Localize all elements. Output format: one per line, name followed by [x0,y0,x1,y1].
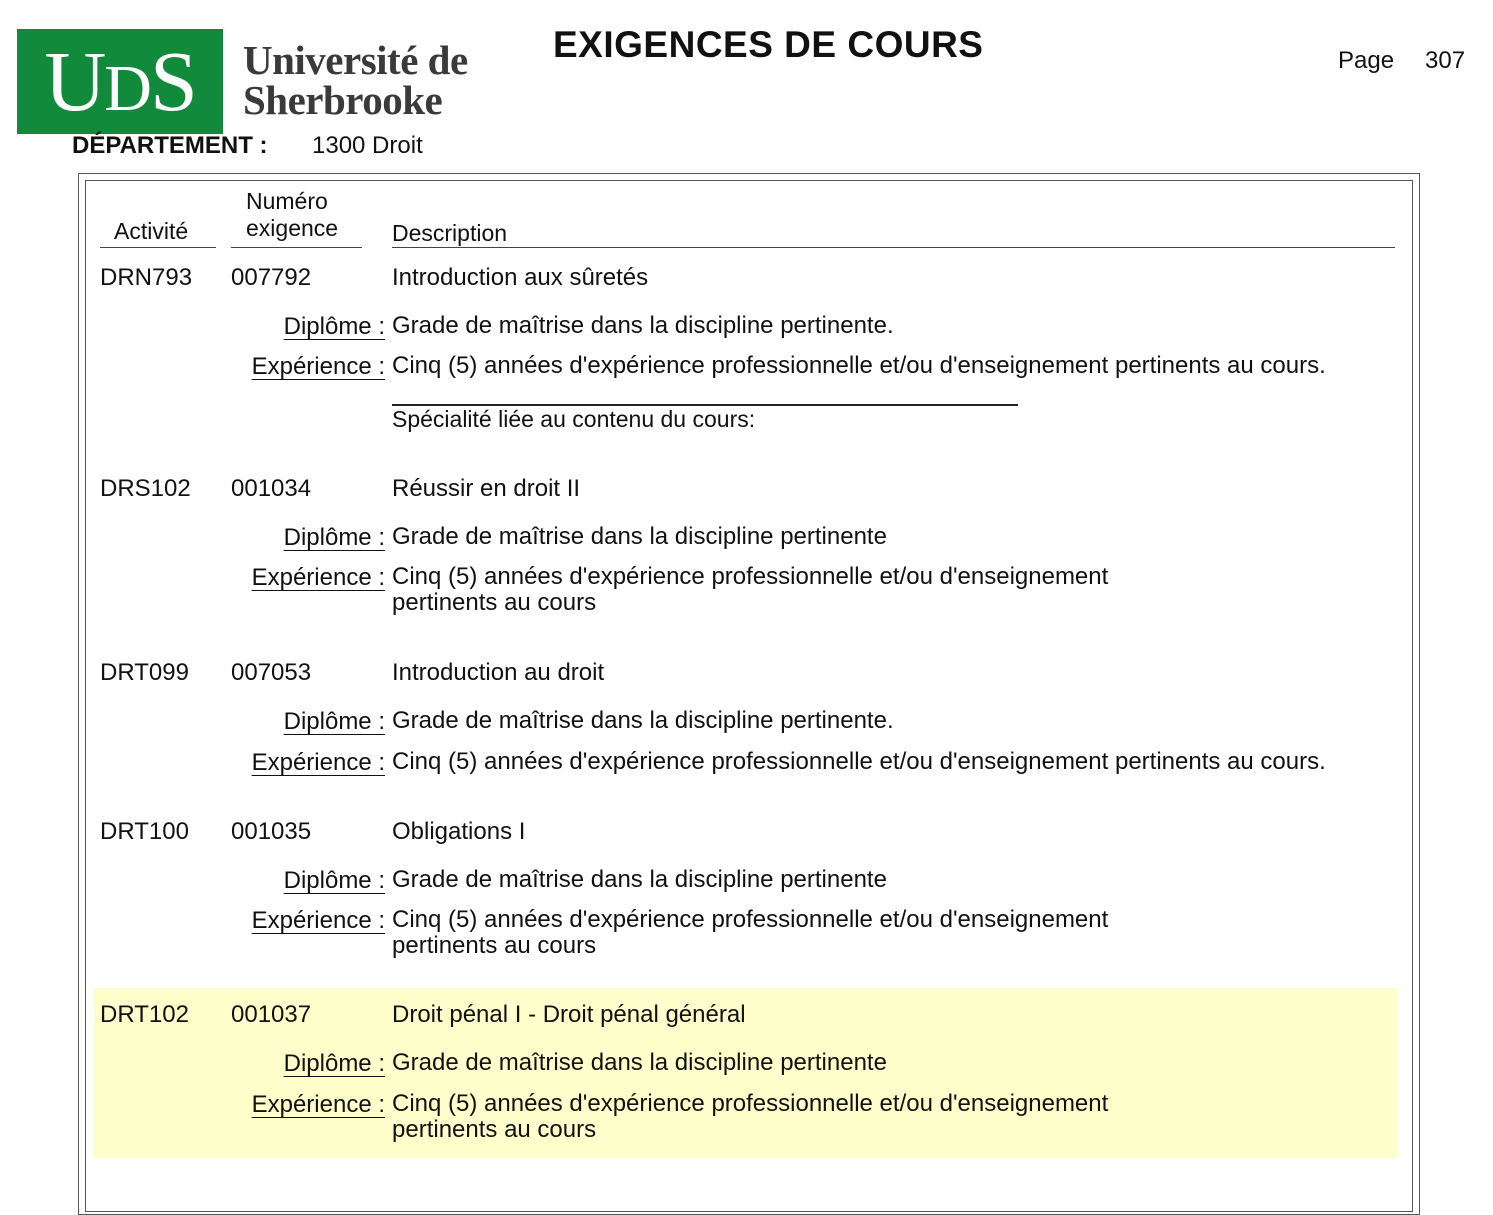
experience-text: Cinq (5) années d'expérience professionnelle et/ou d'enseignement pertinents au cours [392,1090,1109,1143]
diploma-text: Grade de maîtrise dans la discipline pertinente [392,523,887,550]
course-code: DRT099 [100,659,189,686]
course-title: Droit pénal I - Droit pénal général [392,1001,746,1028]
course-number: 001035 [231,818,312,845]
header-number-line1: Numéro [246,188,328,214]
header-activity: Activité [114,218,189,244]
course-code: DRT100 [100,818,189,845]
experience-text: Cinq (5) années d'expérience professionnelle et/ou d'enseignement pertinents au cours [392,563,1109,616]
course-entry-highlighted [94,988,1397,1158]
department-label: DÉPARTEMENT : [72,132,268,159]
diploma-label: Diplôme : [283,1050,385,1077]
course-number: 007053 [231,659,312,686]
header-description: Description [392,220,508,246]
diploma-label: Diplôme : [283,708,385,735]
logo-line-1: Université de [243,37,468,83]
diploma-label: Diplôme : [283,524,385,551]
experience-text: Cinq (5) années d'expérience professionnelle et/ou d'enseignement pertinents au cours [392,906,1109,959]
university-logo-mark: UDS [17,29,223,134]
header-activity-rule [100,247,216,248]
course-title: Introduction au droit [392,659,605,686]
course-entry [94,473,1397,633]
department-value: 1300 Droit [312,132,423,159]
course-entry [94,816,1397,976]
university-logo-text [243,37,468,123]
specialty-text: Spécialité liée au contenu du cours: [392,406,756,432]
course-title: Réussir en droit II [392,475,581,502]
logo-line-2: Sherbrooke [243,77,443,123]
course-entry [94,262,1397,447]
experience-label: Expérience : [251,907,385,934]
course-code: DRN793 [100,264,193,291]
course-entry [94,657,1397,792]
course-number: 007792 [231,264,312,291]
page-number: 307 [1425,47,1466,74]
course-title: Obligations I [392,818,526,845]
diploma-text: Grade de maîtrise dans la discipline pertinente [392,866,887,893]
course-number: 001037 [231,1001,312,1028]
experience-label: Expérience : [251,1091,385,1118]
experience-text: Cinq (5) années d'expérience professionnelle et/ou d'enseignement pertinents au cours. [392,352,1326,379]
course-number: 001034 [231,475,312,502]
header-number-rule [231,247,362,248]
diploma-text: Grade de maîtrise dans la discipline pertinente. [392,312,894,339]
course-code: DRT102 [100,1001,189,1028]
header-number-line2: exigence [246,215,339,241]
diploma-text: Grade de maîtrise dans la discipline pertinente. [392,707,894,734]
header-description-rule [392,247,1395,248]
experience-label: Expérience : [251,749,385,776]
page-title: EXIGENCES DE COURS [553,24,984,65]
diploma-label: Diplôme : [283,867,385,894]
diploma-label: Diplôme : [283,313,385,340]
experience-label: Expérience : [251,353,385,380]
course-code: DRS102 [100,475,191,502]
experience-label: Expérience : [251,564,385,591]
page-label: Page [1338,47,1395,74]
diploma-text: Grade de maîtrise dans la discipline pertinente [392,1049,887,1076]
course-title: Introduction aux sûretés [392,264,649,291]
experience-text: Cinq (5) années d'expérience professionnelle et/ou d'enseignement pertinents au cours. [392,748,1326,775]
